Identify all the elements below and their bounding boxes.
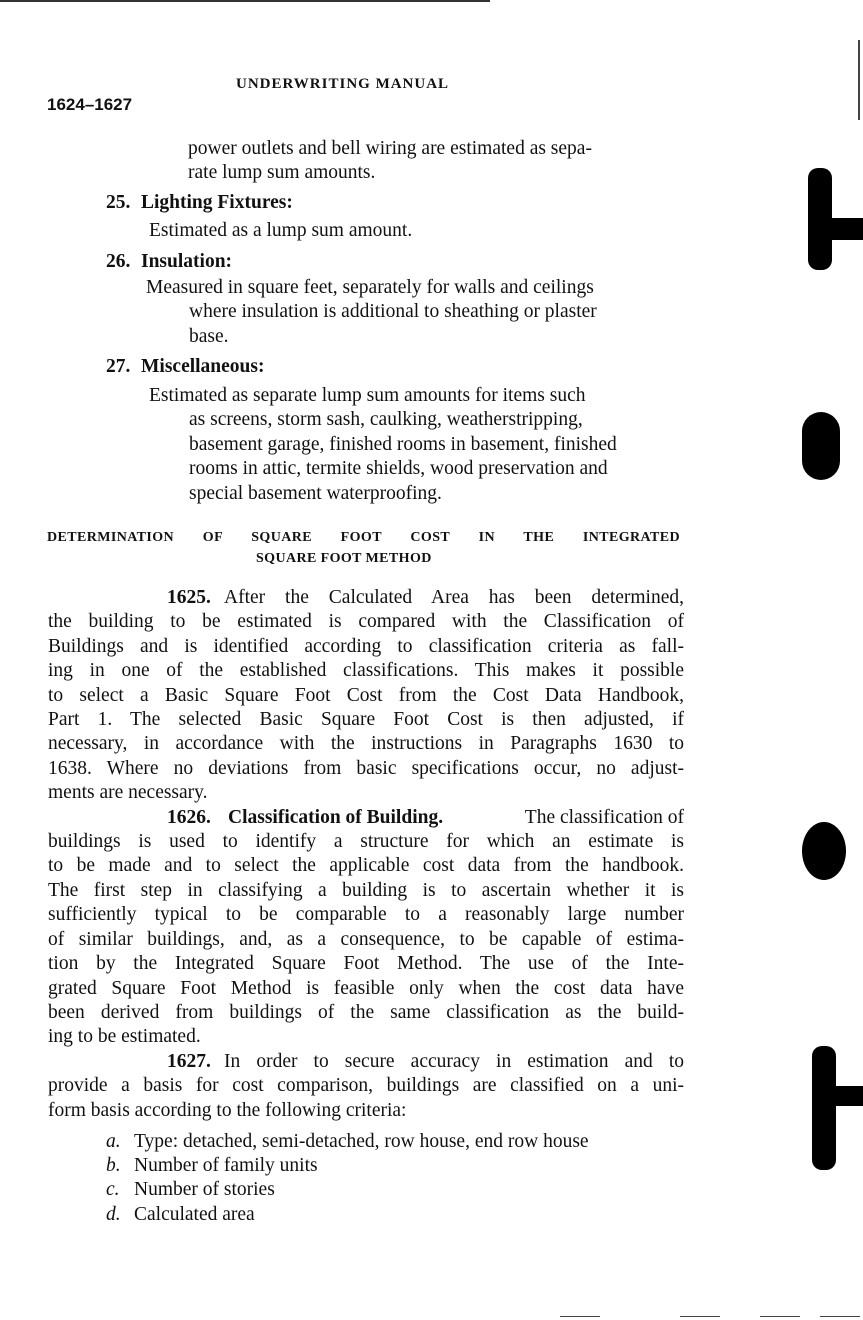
item-27-number: 27. — [106, 356, 131, 377]
para-1626-line-10: ing to be estimated. — [48, 1026, 201, 1047]
para-1625-line-5: to select a Basic Square Foot Cost from the Cost Data Handbook, — [48, 685, 684, 706]
para-1625-line-7: necessary, in accordance with the instructions in Paragraphs 1630 to — [48, 733, 684, 754]
criteria-letter-b: b. — [106, 1155, 121, 1176]
section-heading-line-2: SQUARE FOOT METHOD — [256, 551, 432, 566]
item-27-line-2: as screens, storm sash, caulking, weatherstripping, — [189, 409, 583, 430]
item-26-line-2: where insulation is additional to sheathing or plaster — [189, 301, 597, 322]
item-25-number: 25. — [106, 192, 131, 213]
item-27-line-4: rooms in attic, termite shields, wood preservation and — [189, 458, 608, 479]
binder-mark-bottom-bar — [812, 1046, 836, 1170]
criteria-text-d: Calculated area — [134, 1204, 255, 1225]
para-1626-line-4: The first step in classifying a building is to ascertain whether it is — [48, 880, 684, 901]
para-1626-line-5: sufficiently typical to be comparable to a reasonably large number — [48, 904, 684, 925]
item-26-title: Insulation: — [141, 251, 233, 272]
para-1626-line-8: grated Square Foot Method is feasible only when the cost data have — [48, 978, 684, 999]
continuation-line-2: rate lump sum amounts. — [188, 162, 376, 183]
criteria-text-a: Type: detached, semi-detached, row house, end row house — [134, 1131, 589, 1152]
item-26-line-1: Measured in square feet, separately for walls and ceilings — [146, 277, 594, 298]
para-1625-line-9: ments are necessary. — [48, 782, 208, 803]
item-25-title: Lighting Fixtures: — [141, 192, 293, 213]
paragraph-range: 1624–1627 — [47, 95, 133, 114]
bottom-dash-3 — [760, 1316, 800, 1317]
para-1625-line-2: the building to be estimated is compared with the Classification of — [48, 611, 684, 632]
para-1626-number: 1626. — [167, 807, 211, 828]
criteria-letter-c: c. — [106, 1179, 120, 1200]
para-1625-line-3: Buildings and is identified according to classification criteria as fall- — [48, 636, 684, 657]
bottom-dash-1 — [560, 1316, 600, 1317]
item-27-line-1: Estimated as separate lump sum amounts for items such — [149, 385, 586, 406]
binder-mark-bottom-arm — [812, 1086, 863, 1106]
binder-mark-top-arm — [808, 218, 863, 240]
criteria-letter-d: d. — [106, 1204, 121, 1225]
para-1626-line-9: been derived from buildings of the same classification as the build- — [48, 1002, 684, 1023]
bottom-dash-2 — [680, 1316, 720, 1317]
item-26-number: 26. — [106, 251, 131, 272]
para-1627-line-1: In order to secure accuracy in estimation and to — [224, 1051, 684, 1072]
running-header-title: UNDERWRITING MANUAL — [236, 76, 450, 92]
top-rule — [0, 0, 490, 2]
criteria-text-c: Number of stories — [134, 1179, 275, 1200]
para-1627-line-3: form basis according to the following criteria: — [48, 1100, 407, 1121]
para-1625-line-4: ing in one of the established classifications. This makes it possible — [48, 660, 684, 681]
binder-hole-circle — [802, 822, 846, 880]
item-27-line-5: special basement waterproofing. — [189, 483, 442, 504]
para-1625-line-8: 1638. Where no deviations from basic specifications occur, no adjust- — [48, 758, 684, 779]
item-25-text: Estimated as a lump sum amount. — [149, 220, 413, 241]
para-1625-line-6: Part 1. The selected Basic Square Foot Cost is then adjusted, if — [48, 709, 684, 730]
para-1626-line-7: tion by the Integrated Square Foot Method. The use of the Inte- — [48, 953, 684, 974]
criteria-letter-a: a. — [106, 1131, 121, 1152]
para-1626-line-2: buildings is used to identify a structure for which an estimate is — [48, 831, 684, 852]
bottom-dash-4 — [820, 1316, 860, 1317]
para-1626-line-6: of similar buildings, and, as a consequence, to be capable of estima- — [48, 929, 684, 950]
continuation-line-1: power outlets and bell wiring are estimated as sepa- — [188, 138, 592, 159]
criteria-text-b: Number of family units — [134, 1155, 318, 1176]
para-1626-title: Classification of Building. — [228, 807, 444, 828]
para-1625-number: 1625. — [167, 587, 211, 608]
para-1626-line-1: The classification of — [524, 807, 684, 828]
para-1625-line-1: After the Calculated Area has been determined, — [224, 587, 684, 608]
item-27-line-3: basement garage, finished rooms in basement, finished — [189, 434, 617, 455]
para-1626-line-3: to be made and to select the applicable cost data from the handbook. — [48, 855, 684, 876]
edge-line — [858, 40, 860, 120]
binder-mark-oval — [802, 412, 840, 480]
section-heading-line-1: DETERMINATION OF SQUARE FOOT COST IN THE INTEGRATED — [47, 530, 680, 545]
para-1627-number: 1627. — [167, 1051, 211, 1072]
item-27-title: Miscellaneous: — [141, 356, 265, 377]
para-1627-line-2: provide a basis for cost comparison, buildings are classified on a uni- — [48, 1075, 684, 1096]
item-26-line-3: base. — [189, 326, 229, 347]
